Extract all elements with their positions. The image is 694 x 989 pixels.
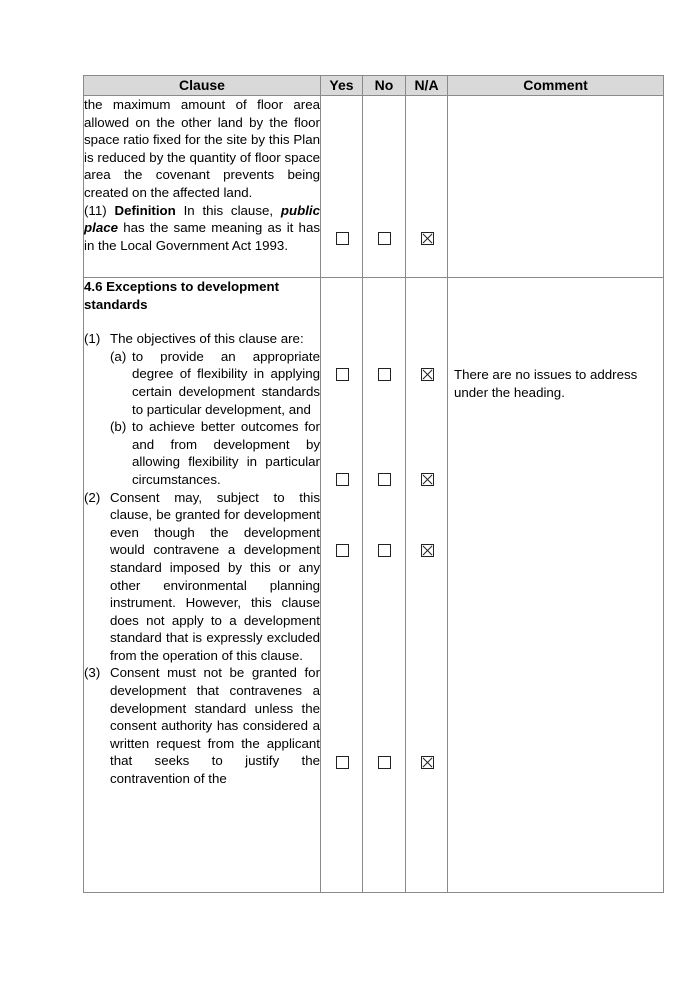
item-text: The objectives of this clause are: <box>110 331 304 347</box>
definition-label: Definition <box>114 202 176 218</box>
item-number: (a) <box>110 348 127 364</box>
item-text: Consent may, subject to this clause, be granted for development even though the development would contravene a development standard imposed by this or any other environmental planning instrument. However, this clause does not apply to a development standard that is expressly excluded from the operation of this clause. <box>110 489 320 663</box>
na-cell <box>406 278 448 893</box>
no-cell <box>363 96 406 278</box>
yes-checkbox[interactable] <box>336 368 349 381</box>
header-no: No <box>363 76 406 96</box>
clause-heading: 4.6 Exceptions to development standards <box>84 279 280 312</box>
table-row <box>84 96 664 278</box>
table-header-row <box>84 76 664 96</box>
item-number: (b) <box>110 419 127 435</box>
yes-checkbox[interactable] <box>336 756 349 769</box>
na-cell <box>406 96 448 278</box>
item-number: (1) <box>84 331 101 347</box>
item-text: to achieve better outcomes for and from development by allowing flexibility in particular circumstances. <box>132 419 320 487</box>
comment-text: There are no issues to address under the heading. <box>454 367 638 400</box>
compliance-table <box>83 75 664 893</box>
definition-term: public place <box>84 202 321 236</box>
clause-cell <box>84 96 321 278</box>
list-item <box>84 489 320 665</box>
definition-text-1: In this clause, <box>183 202 274 218</box>
no-checkbox[interactable] <box>378 473 391 486</box>
na-checkbox-checked[interactable] <box>421 756 434 769</box>
item-text: to provide an appropriate degree of flexibility in applying certain development standards to particular development, and <box>132 348 320 417</box>
list-item <box>84 330 320 348</box>
clause-text: the maximum amount of floor area allowed on the other land by the floor space ratio fixed for the site by this Plan is reduced by the quantity of floor space area the covenant prevents being created on the affected land. <box>84 97 320 200</box>
list-item <box>84 664 320 787</box>
table-row <box>84 278 664 893</box>
comment-cell <box>448 96 664 278</box>
yes-checkbox[interactable] <box>336 473 349 486</box>
yes-checkbox[interactable] <box>336 544 349 557</box>
comment-cell <box>448 278 664 893</box>
definition-number: (11) <box>84 202 107 218</box>
definition-text-2: has the same meaning as it has in the Local Government Act 1993. <box>84 220 320 253</box>
yes-checkbox[interactable] <box>336 232 349 245</box>
list-item <box>84 348 320 418</box>
list-item <box>84 418 320 488</box>
no-cell <box>363 278 406 893</box>
na-checkbox-checked[interactable] <box>421 473 434 486</box>
header-comment: Comment <box>448 76 664 96</box>
header-yes: Yes <box>321 76 363 96</box>
na-checkbox-checked[interactable] <box>421 368 434 381</box>
clause-cell <box>84 278 321 893</box>
no-checkbox[interactable] <box>378 544 391 557</box>
header-na: N/A <box>406 76 448 96</box>
header-clause: Clause <box>84 76 321 96</box>
yes-cell <box>321 96 363 278</box>
item-number: (3) <box>84 665 101 681</box>
no-checkbox[interactable] <box>378 368 391 381</box>
na-checkbox-checked[interactable] <box>421 232 434 245</box>
item-number: (2) <box>84 489 101 505</box>
yes-cell <box>321 278 363 893</box>
no-checkbox[interactable] <box>378 756 391 769</box>
item-text: Consent must not be granted for development that contravenes a development standard unless the consent authority has considered a written request from the applicant that seeks to justify the contravention of the <box>110 665 320 787</box>
definition-paragraph <box>84 202 320 255</box>
no-checkbox[interactable] <box>378 232 391 245</box>
na-checkbox-checked[interactable] <box>421 544 434 557</box>
